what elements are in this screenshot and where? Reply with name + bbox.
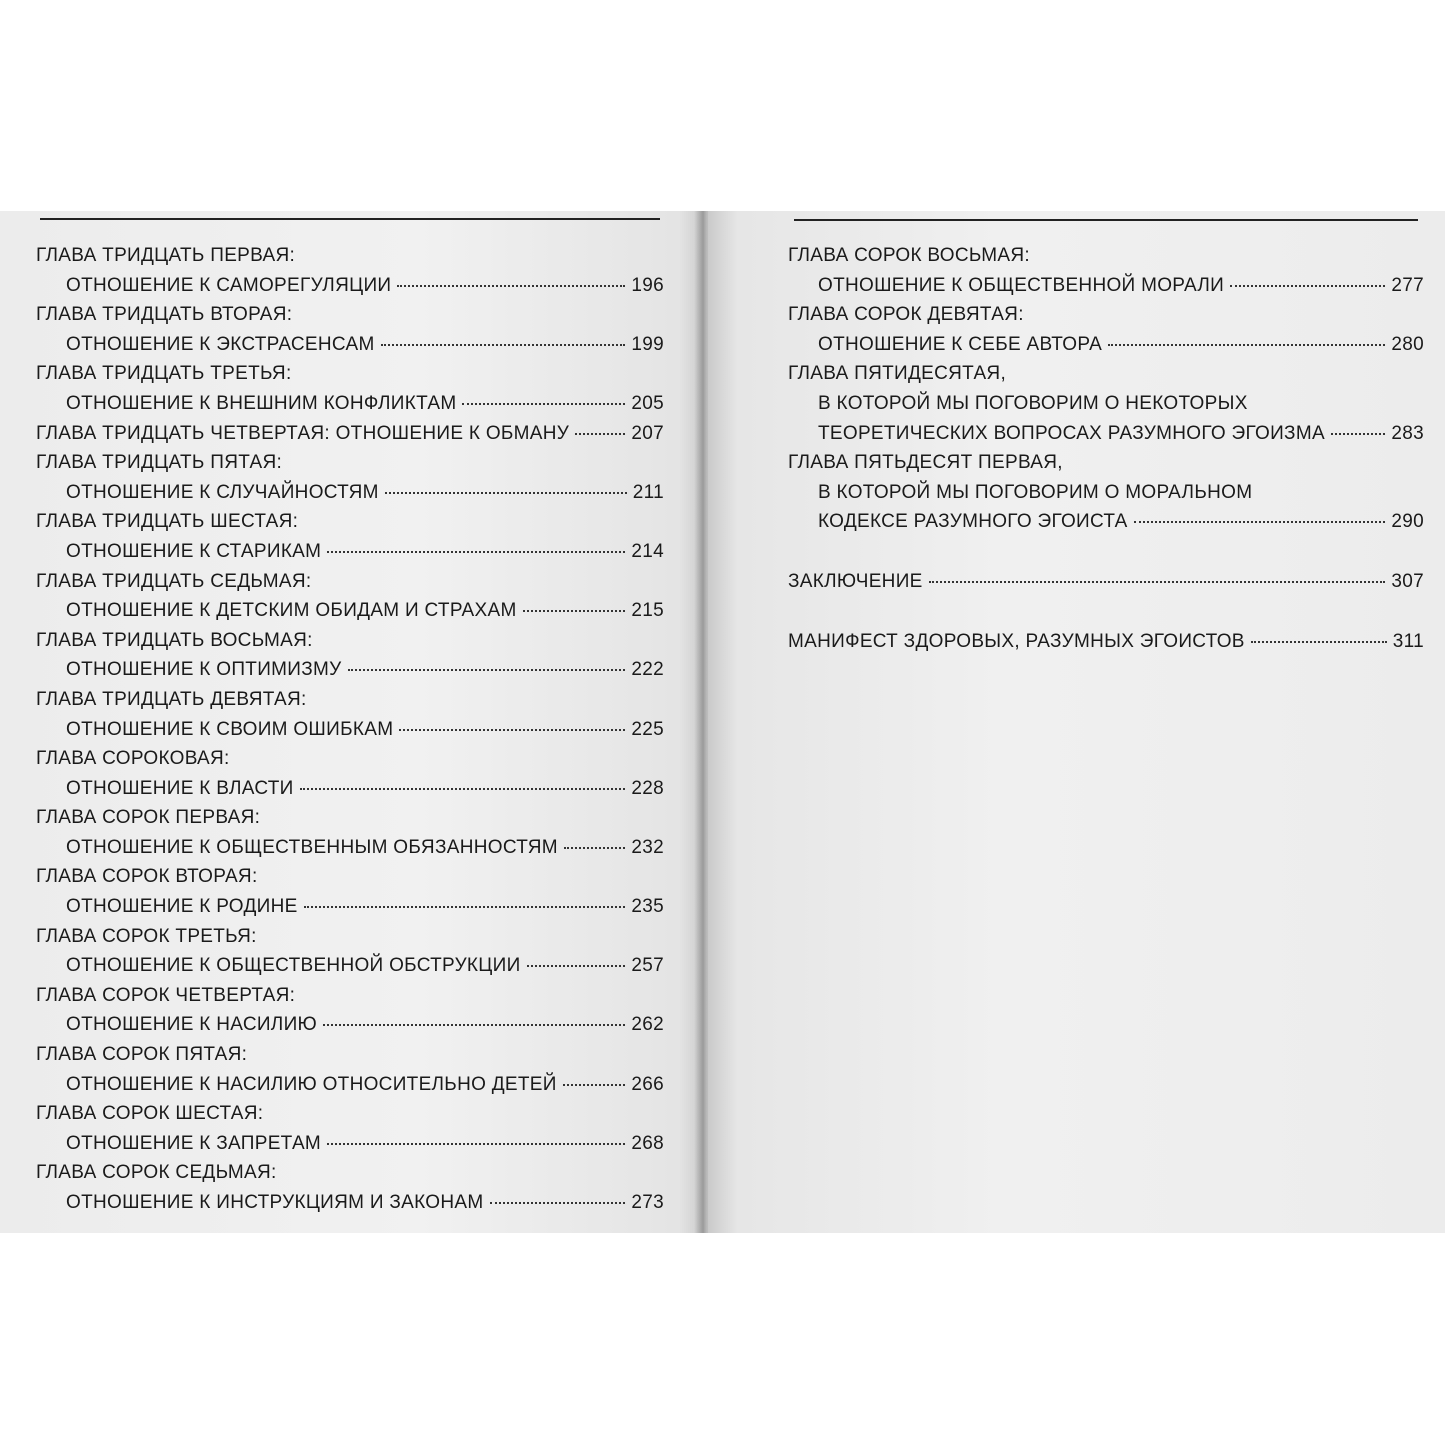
page-number: 283 (1391, 422, 1424, 444)
right-page (708, 211, 1445, 1233)
toc-line (36, 359, 664, 389)
toc-entry (36, 596, 664, 626)
page-number: 232 (631, 836, 664, 858)
toc-chapter: ГЛАВА ТРИДЦАТЬ ВТОРАЯ: (36, 304, 293, 326)
toc-entry (36, 1010, 664, 1040)
dot-leader (527, 965, 626, 967)
page-number: 222 (631, 659, 664, 681)
toc-entry (36, 892, 664, 922)
page-number: 262 (631, 1014, 664, 1036)
toc-line (788, 389, 1424, 419)
toc-line (36, 626, 664, 656)
toc-entry (36, 389, 664, 419)
toc-chapter: ГЛАВА СОРОК ЧЕТВЕРТАЯ: (36, 984, 296, 1006)
toc-title: ОТНОШЕНИЕ К СЕБЕ АВТОРА (818, 333, 1103, 355)
page-number: 257 (631, 955, 664, 977)
dot-leader (1134, 521, 1386, 523)
page-number: 207 (631, 422, 664, 444)
toc-chapter: ГЛАВА ТРИДЦАТЬ ТРЕТЬЯ: (36, 363, 292, 385)
toc-line (36, 1158, 664, 1188)
conclusion-entry (788, 567, 1424, 597)
toc-chapter: ГЛАВА ТРИДЦАТЬ ЧЕТВЕРТАЯ: ОТНОШЕНИЕ К ОБМАНУ (36, 422, 570, 444)
toc-line (788, 241, 1424, 271)
manifesto-entry (788, 627, 1424, 657)
toc-line (36, 1040, 664, 1070)
toc-line (36, 1099, 664, 1129)
toc-title: ОТНОШЕНИЕ К ЭКСТРАСЕНСАМ (66, 333, 375, 355)
toc-entry (788, 330, 1424, 360)
dot-leader (348, 669, 626, 671)
toc-entry (36, 271, 664, 301)
toc-chapter: ГЛАВА СОРОКОВАЯ: (36, 748, 230, 770)
toc-chapter: ГЛАВА СОРОК ВТОРАЯ: (36, 866, 258, 888)
dot-leader (563, 1084, 626, 1086)
toc-title: В КОТОРОЙ МЫ ПОГОВОРИМ О МОРАЛЬНОМ (818, 481, 1253, 503)
toc-entry (36, 419, 664, 449)
toc-line (36, 803, 664, 833)
dot-leader (1230, 285, 1385, 287)
book-spread (0, 211, 1445, 1233)
toc-title: ОТНОШЕНИЕ К ВНЕШНИМ КОНФЛИКТАМ (66, 392, 457, 414)
left-toc (36, 241, 664, 1218)
dot-leader (1331, 433, 1385, 435)
page-number: 290 (1391, 511, 1424, 533)
toc-line (36, 981, 664, 1011)
toc-chapter: ГЛАВА СОРОК ТРЕТЬЯ: (36, 925, 257, 947)
page-number: 215 (631, 600, 664, 622)
dot-leader (327, 551, 625, 553)
dot-leader (564, 847, 626, 849)
toc-title: ОТНОШЕНИЕ К ДЕТСКИМ ОБИДАМ И СТРАХАМ (66, 600, 517, 622)
toc-entry (36, 1129, 664, 1159)
toc-chapter: ГЛАВА СОРОК ПЯТАЯ: (36, 1044, 248, 1066)
page-number: 228 (631, 777, 664, 799)
toc-chapter: ГЛАВА СОРОК ШЕСТАЯ: (36, 1103, 264, 1125)
toc-entry (36, 951, 664, 981)
dot-leader (385, 492, 627, 494)
dot-leader (1108, 344, 1385, 346)
toc-line (36, 744, 664, 774)
dot-leader (304, 906, 626, 908)
dot-leader (929, 581, 1386, 583)
toc-chapter: ЗАКЛЮЧЕНИЕ (788, 570, 923, 592)
toc-line (36, 567, 664, 597)
toc-title: ОТНОШЕНИЕ К ИНСТРУКЦИЯМ И ЗАКОНАМ (66, 1192, 484, 1213)
dot-leader (462, 403, 625, 405)
toc-entry (788, 507, 1424, 537)
toc-title: ОТНОШЕНИЕ К СТАРИКАМ (66, 540, 322, 562)
toc-chapter: ГЛАВА ТРИДЦАТЬ ШЕСТАЯ: (36, 511, 299, 533)
toc-entry (36, 537, 664, 567)
page-number: 225 (631, 718, 664, 740)
toc-chapter: ГЛАВА СОРОК СЕДЬМАЯ: (36, 1162, 277, 1184)
toc-line (36, 507, 664, 537)
toc-title: ОТНОШЕНИЕ К САМОРЕГУЛЯЦИИ (66, 274, 392, 296)
page-number: 196 (631, 274, 664, 296)
toc-title: ОТНОШЕНИЕ К ЗАПРЕТАМ (66, 1132, 322, 1154)
toc-entry (788, 271, 1424, 301)
page-number: 273 (631, 1192, 664, 1213)
spacer (788, 597, 1424, 627)
toc-line (36, 685, 664, 715)
spacer (788, 537, 1424, 567)
dot-leader (397, 285, 625, 287)
toc-title: ОТНОШЕНИЕ К ОБЩЕСТВЕННОЙ МОРАЛИ (818, 274, 1225, 296)
page-number: 235 (631, 896, 664, 918)
page-number: 280 (1391, 333, 1424, 355)
toc-title: ОТНОШЕНИЕ К ВЛАСТИ (66, 777, 294, 799)
dot-leader (575, 433, 625, 435)
page-number: 307 (1391, 570, 1424, 592)
toc-entry (788, 419, 1424, 449)
toc-title: ТЕОРЕТИЧЕСКИХ ВОПРОСАХ РАЗУМНОГО ЭГОИЗМА (818, 422, 1325, 444)
dot-leader (490, 1202, 626, 1204)
dot-leader (1251, 641, 1387, 643)
page-number: 214 (631, 540, 664, 562)
toc-entry (36, 833, 664, 863)
toc-line (36, 862, 664, 892)
toc-chapter: ГЛАВА ТРИДЦАТЬ ВОСЬМАЯ: (36, 629, 313, 651)
toc-chapter: ГЛАВА ТРИДЦАТЬ СЕДЬМАЯ: (36, 570, 312, 592)
toc-title: ОТНОШЕНИЕ К СВОИМ ОШИБКАМ (66, 718, 394, 740)
page-number: 199 (631, 333, 664, 355)
toc-chapter: ГЛАВА ТРИДЦАТЬ ПЕРВАЯ: (36, 245, 296, 266)
left-page (0, 211, 700, 1233)
toc-title: ОТНОШЕНИЕ К НАСИЛИЮ ОТНОСИТЕЛЬНО ДЕТЕЙ (66, 1073, 557, 1095)
header-rule (40, 218, 660, 220)
page-number: 311 (1392, 630, 1424, 652)
right-toc (788, 241, 1424, 656)
toc-title: ОТНОШЕНИЕ К ОБЩЕСТВЕННОЙ ОБСТРУКЦИИ (66, 955, 521, 977)
dot-leader (323, 1024, 625, 1026)
toc-line (788, 300, 1424, 330)
toc-chapter: ГЛАВА ТРИДЦАТЬ ДЕВЯТАЯ: (36, 688, 307, 710)
toc-entry (36, 774, 664, 804)
page-number: 268 (631, 1132, 664, 1154)
toc-line (788, 448, 1424, 478)
toc-chapter: ГЛАВА ПЯТИДЕСЯТАЯ, (788, 363, 1007, 385)
dot-leader (381, 344, 626, 346)
page-number: 266 (631, 1073, 664, 1095)
toc-title: ОТНОШЕНИЕ К ОБЩЕСТВЕННЫМ ОБЯЗАННОСТЯМ (66, 836, 558, 858)
dot-leader (327, 1143, 625, 1145)
toc-line (36, 300, 664, 330)
toc-chapter: ГЛАВА СОРОК ВОСЬМАЯ: (788, 245, 1030, 266)
page-number: 205 (631, 392, 664, 414)
toc-title: ОТНОШЕНИЕ К СЛУЧАЙНОСТЯМ (66, 481, 379, 503)
toc-chapter: ГЛАВА СОРОК ДЕВЯТАЯ: (788, 304, 1024, 326)
toc-entry (36, 1070, 664, 1100)
toc-entry (36, 478, 664, 508)
toc-title: В КОТОРОЙ МЫ ПОГОВОРИМ О НЕКОТОРЫХ (818, 392, 1248, 414)
toc-line (36, 922, 664, 952)
toc-title: ОТНОШЕНИЕ К НАСИЛИЮ (66, 1014, 318, 1036)
dot-leader (523, 610, 626, 612)
toc-line (36, 241, 664, 271)
toc-chapter: ГЛАВА ПЯТЬДЕСЯТ ПЕРВАЯ, (788, 452, 1063, 474)
header-rule (794, 219, 1418, 221)
page-number: 211 (632, 481, 664, 503)
toc-entry (36, 655, 664, 685)
toc-title: ОТНОШЕНИЕ К РОДИНЕ (66, 896, 298, 918)
toc-entry (36, 715, 664, 745)
toc-line (36, 448, 664, 478)
toc-title: КОДЕКСЕ РАЗУМНОГО ЭГОИСТА (818, 511, 1128, 533)
toc-entry (36, 330, 664, 360)
page-number: 277 (1391, 274, 1424, 296)
toc-chapter: ГЛАВА СОРОК ПЕРВАЯ: (36, 807, 261, 829)
toc-line (788, 359, 1424, 389)
toc-chapter: МАНИФЕСТ ЗДОРОВЫХ, РАЗУМНЫХ ЭГОИСТОВ (788, 630, 1245, 652)
toc-entry (36, 1188, 664, 1218)
toc-title: ОТНОШЕНИЕ К ОПТИМИЗМУ (66, 659, 342, 681)
toc-line (788, 478, 1424, 508)
dot-leader (300, 788, 626, 790)
toc-chapter: ГЛАВА ТРИДЦАТЬ ПЯТАЯ: (36, 452, 283, 474)
dot-leader (399, 729, 625, 731)
